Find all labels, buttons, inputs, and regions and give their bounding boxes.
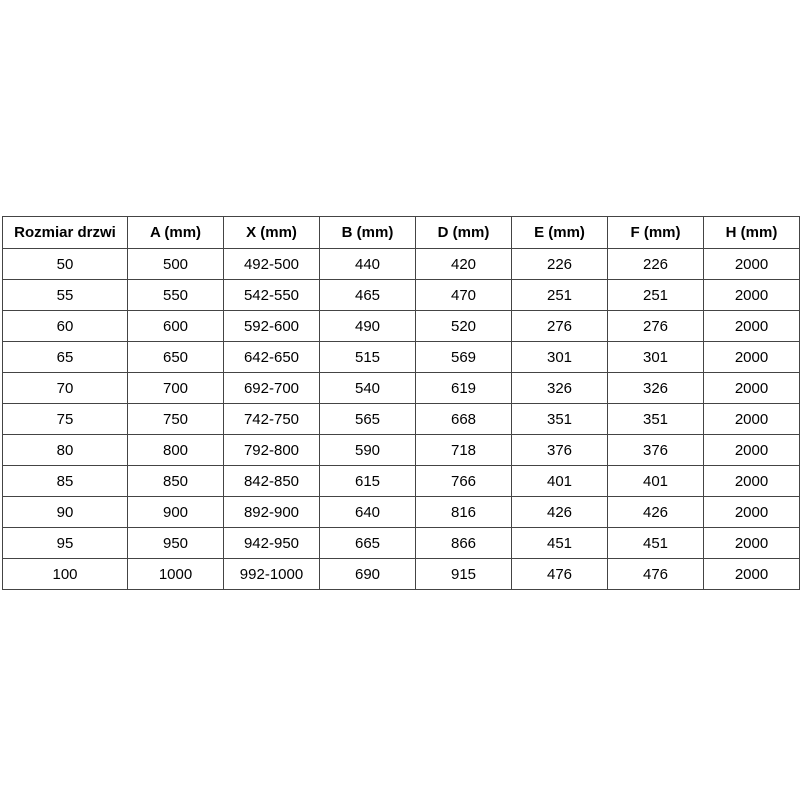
table-cell: 326	[608, 373, 704, 404]
table-cell: 2000	[704, 528, 800, 559]
table-cell: 600	[128, 311, 224, 342]
table-row	[3, 466, 800, 497]
table-cell: 900	[128, 497, 224, 528]
table-cell: 70	[3, 373, 128, 404]
table-cell: 650	[128, 342, 224, 373]
table-cell: 90	[3, 497, 128, 528]
table-cell: 565	[320, 404, 416, 435]
column-header: Rozmiar drzwi	[3, 217, 128, 249]
table-row	[3, 373, 800, 404]
table-cell: 665	[320, 528, 416, 559]
table-cell: 515	[320, 342, 416, 373]
table-cell: 540	[320, 373, 416, 404]
table-cell: 401	[608, 466, 704, 497]
table-cell: 492-500	[224, 249, 320, 280]
table-cell: 60	[3, 311, 128, 342]
size-table-container	[2, 216, 798, 590]
table-cell: 100	[3, 559, 128, 590]
table-cell: 2000	[704, 311, 800, 342]
table-cell: 376	[608, 435, 704, 466]
table-cell: 440	[320, 249, 416, 280]
table-cell: 75	[3, 404, 128, 435]
table-row	[3, 280, 800, 311]
table-cell: 766	[416, 466, 512, 497]
table-cell: 792-800	[224, 435, 320, 466]
table-cell: 470	[416, 280, 512, 311]
table-cell: 426	[512, 497, 608, 528]
table-cell: 301	[512, 342, 608, 373]
table-row	[3, 404, 800, 435]
column-header: B (mm)	[320, 217, 416, 249]
table-cell: 950	[128, 528, 224, 559]
column-header: X (mm)	[224, 217, 320, 249]
table-cell: 251	[608, 280, 704, 311]
column-header: A (mm)	[128, 217, 224, 249]
table-cell: 2000	[704, 497, 800, 528]
column-header: D (mm)	[416, 217, 512, 249]
table-cell: 690	[320, 559, 416, 590]
column-header: E (mm)	[512, 217, 608, 249]
table-cell: 590	[320, 435, 416, 466]
table-row	[3, 528, 800, 559]
table-row	[3, 342, 800, 373]
table-cell: 80	[3, 435, 128, 466]
door-size-table	[2, 216, 800, 590]
table-cell: 251	[512, 280, 608, 311]
table-cell: 50	[3, 249, 128, 280]
table-cell: 420	[416, 249, 512, 280]
table-cell: 2000	[704, 466, 800, 497]
table-cell: 619	[416, 373, 512, 404]
table-cell: 85	[3, 466, 128, 497]
table-cell: 276	[608, 311, 704, 342]
table-cell: 842-850	[224, 466, 320, 497]
table-cell: 2000	[704, 342, 800, 373]
table-body	[3, 249, 800, 590]
table-cell: 376	[512, 435, 608, 466]
table-cell: 351	[512, 404, 608, 435]
table-cell: 2000	[704, 373, 800, 404]
table-cell: 569	[416, 342, 512, 373]
table-cell: 640	[320, 497, 416, 528]
table-cell: 615	[320, 466, 416, 497]
table-cell: 742-750	[224, 404, 320, 435]
table-cell: 866	[416, 528, 512, 559]
table-cell: 465	[320, 280, 416, 311]
table-cell: 65	[3, 342, 128, 373]
table-cell: 2000	[704, 249, 800, 280]
table-cell: 476	[608, 559, 704, 590]
table-cell: 500	[128, 249, 224, 280]
table-cell: 718	[416, 435, 512, 466]
table-cell: 451	[512, 528, 608, 559]
table-cell: 700	[128, 373, 224, 404]
table-cell: 550	[128, 280, 224, 311]
table-cell: 1000	[128, 559, 224, 590]
table-cell: 668	[416, 404, 512, 435]
table-cell: 301	[608, 342, 704, 373]
table-row	[3, 311, 800, 342]
table-cell: 426	[608, 497, 704, 528]
table-cell: 892-900	[224, 497, 320, 528]
table-cell: 992-1000	[224, 559, 320, 590]
table-cell: 915	[416, 559, 512, 590]
table-cell: 490	[320, 311, 416, 342]
table-cell: 942-950	[224, 528, 320, 559]
table-cell: 642-650	[224, 342, 320, 373]
table-cell: 476	[512, 559, 608, 590]
table-cell: 800	[128, 435, 224, 466]
table-row	[3, 497, 800, 528]
table-cell: 592-600	[224, 311, 320, 342]
table-cell: 351	[608, 404, 704, 435]
table-cell: 451	[608, 528, 704, 559]
column-header: H (mm)	[704, 217, 800, 249]
table-cell: 520	[416, 311, 512, 342]
table-cell: 401	[512, 466, 608, 497]
table-cell: 226	[608, 249, 704, 280]
table-cell: 2000	[704, 559, 800, 590]
table-row	[3, 559, 800, 590]
table-cell: 226	[512, 249, 608, 280]
table-header-row	[3, 217, 800, 249]
table-cell: 276	[512, 311, 608, 342]
table-row	[3, 435, 800, 466]
table-cell: 2000	[704, 435, 800, 466]
table-cell: 750	[128, 404, 224, 435]
table-head	[3, 217, 800, 249]
table-cell: 692-700	[224, 373, 320, 404]
table-cell: 326	[512, 373, 608, 404]
table-cell: 55	[3, 280, 128, 311]
table-cell: 95	[3, 528, 128, 559]
table-cell: 2000	[704, 280, 800, 311]
table-cell: 542-550	[224, 280, 320, 311]
table-cell: 816	[416, 497, 512, 528]
table-cell: 850	[128, 466, 224, 497]
table-cell: 2000	[704, 404, 800, 435]
table-row	[3, 249, 800, 280]
column-header: F (mm)	[608, 217, 704, 249]
